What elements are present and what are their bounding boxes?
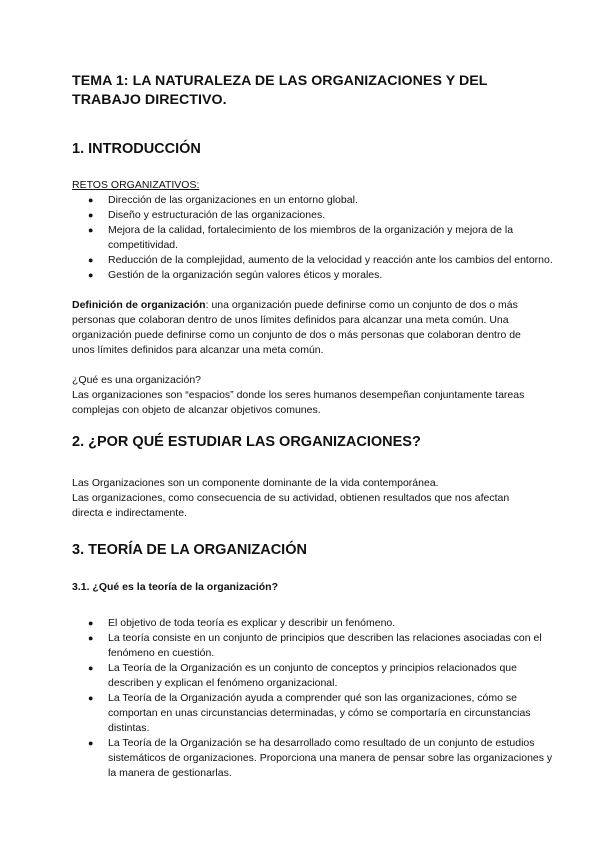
section-2-heading: 2. ¿POR QUÉ ESTUDIAR LAS ORGANIZACIONES? xyxy=(72,434,421,450)
definition-text: : una organización puede definirse como un conjunto de dos o más personas que colaboran dentro de unos límites definidos para alcanzar una meta común. Una organización puede definirse como un conjunto de dos o más personas que colaboran dentro de unos límites definidos para alcanzar una meta común. xyxy=(72,299,521,356)
bullet-icon: ● xyxy=(88,225,94,235)
document-title xyxy=(72,72,532,110)
list-item: ● El objetivo de toda teoría es explicar y describir un fenómeno. xyxy=(88,617,396,629)
answer-text: Las organizaciones son “espacios” donde los seres humanos desempeñan conjuntamente tareas complejas con objeto de alcanzar objetivos comunes. xyxy=(72,389,525,416)
definition-paragraph xyxy=(72,298,532,358)
list-item: ● Mejora de la calidad, fortalecimiento de los miembros de la organización y mejora de la competitividad. xyxy=(88,224,514,251)
section-3-1-heading: 3.1. ¿Qué es la teoría de la organización? xyxy=(72,581,278,593)
list-item: ● La Teoría de la Organización es un conjunto de conceptos y principios relacionados que describen y explican el fenómeno organizacional. xyxy=(88,662,517,689)
document-page xyxy=(72,72,553,781)
list-item: ● La Teoría de la Organización se ha desarrollado como resultado de un conjunto de estudios sistemáticos de organizaciones. Proporciona una manera de pensar sobre las organizaciones y la manera de gestionarlas. xyxy=(88,737,553,779)
bullet-icon: ● xyxy=(88,270,94,280)
list-item: ● Dirección de las organizaciones en un entorno global. xyxy=(88,194,358,206)
bullet-icon: ● xyxy=(88,210,94,220)
bullet-icon: ● xyxy=(88,738,94,748)
retos-label: RETOS ORGANIZATIVOS: xyxy=(72,179,200,191)
bullet-icon: ● xyxy=(88,663,94,673)
retos-list xyxy=(72,193,553,283)
theory-list xyxy=(72,616,553,781)
list-item: ● Reducción de la complejidad, aumento de la velocidad y reacción ante los cambios del entorno. xyxy=(88,254,553,266)
section-1-heading: 1. INTRODUCCIÓN xyxy=(72,141,201,157)
list-item: ● La teoría consiste en un conjunto de principios que describen las relaciones asociadas con el fenómeno en cuestión. xyxy=(88,632,542,659)
list-item: ● Diseño y estructuración de las organizaciones. xyxy=(88,209,326,221)
bullet-icon: ● xyxy=(88,633,94,643)
bullet-icon: ● xyxy=(88,693,94,703)
question-text: ¿Qué es una organización? xyxy=(72,374,201,386)
section-2-paragraph-2: Las organizaciones, como consecuencia de su actividad, obtienen resultados que nos afectan directa e indirectamente. xyxy=(72,492,510,519)
definition-term: Definición de organización xyxy=(72,299,206,311)
section-2-paragraph-1: Las Organizaciones son un componente dominante de la vida contemporánea. xyxy=(72,477,439,489)
section-3-heading: 3. TEORÍA DE LA ORGANIZACIÓN xyxy=(72,542,307,558)
bullet-icon: ● xyxy=(88,195,94,205)
list-item: ● La Teoría de la Organización ayuda a comprender qué son las organizaciones, cómo se comportan en unas circunstancias determinadas, y cómo se comportaría en circunstancias distintas. xyxy=(88,692,531,734)
list-item: ● Gestión de la organización según valores éticos y morales. xyxy=(88,269,383,281)
document-title-line-2: TRABAJO DIRECTIVO. xyxy=(72,92,227,108)
document-title-line-1: TEMA 1: LA NATURALEZA DE LAS ORGANIZACIONES Y DEL xyxy=(72,73,488,89)
bullet-icon: ● xyxy=(88,255,94,265)
bullet-icon: ● xyxy=(88,618,94,628)
